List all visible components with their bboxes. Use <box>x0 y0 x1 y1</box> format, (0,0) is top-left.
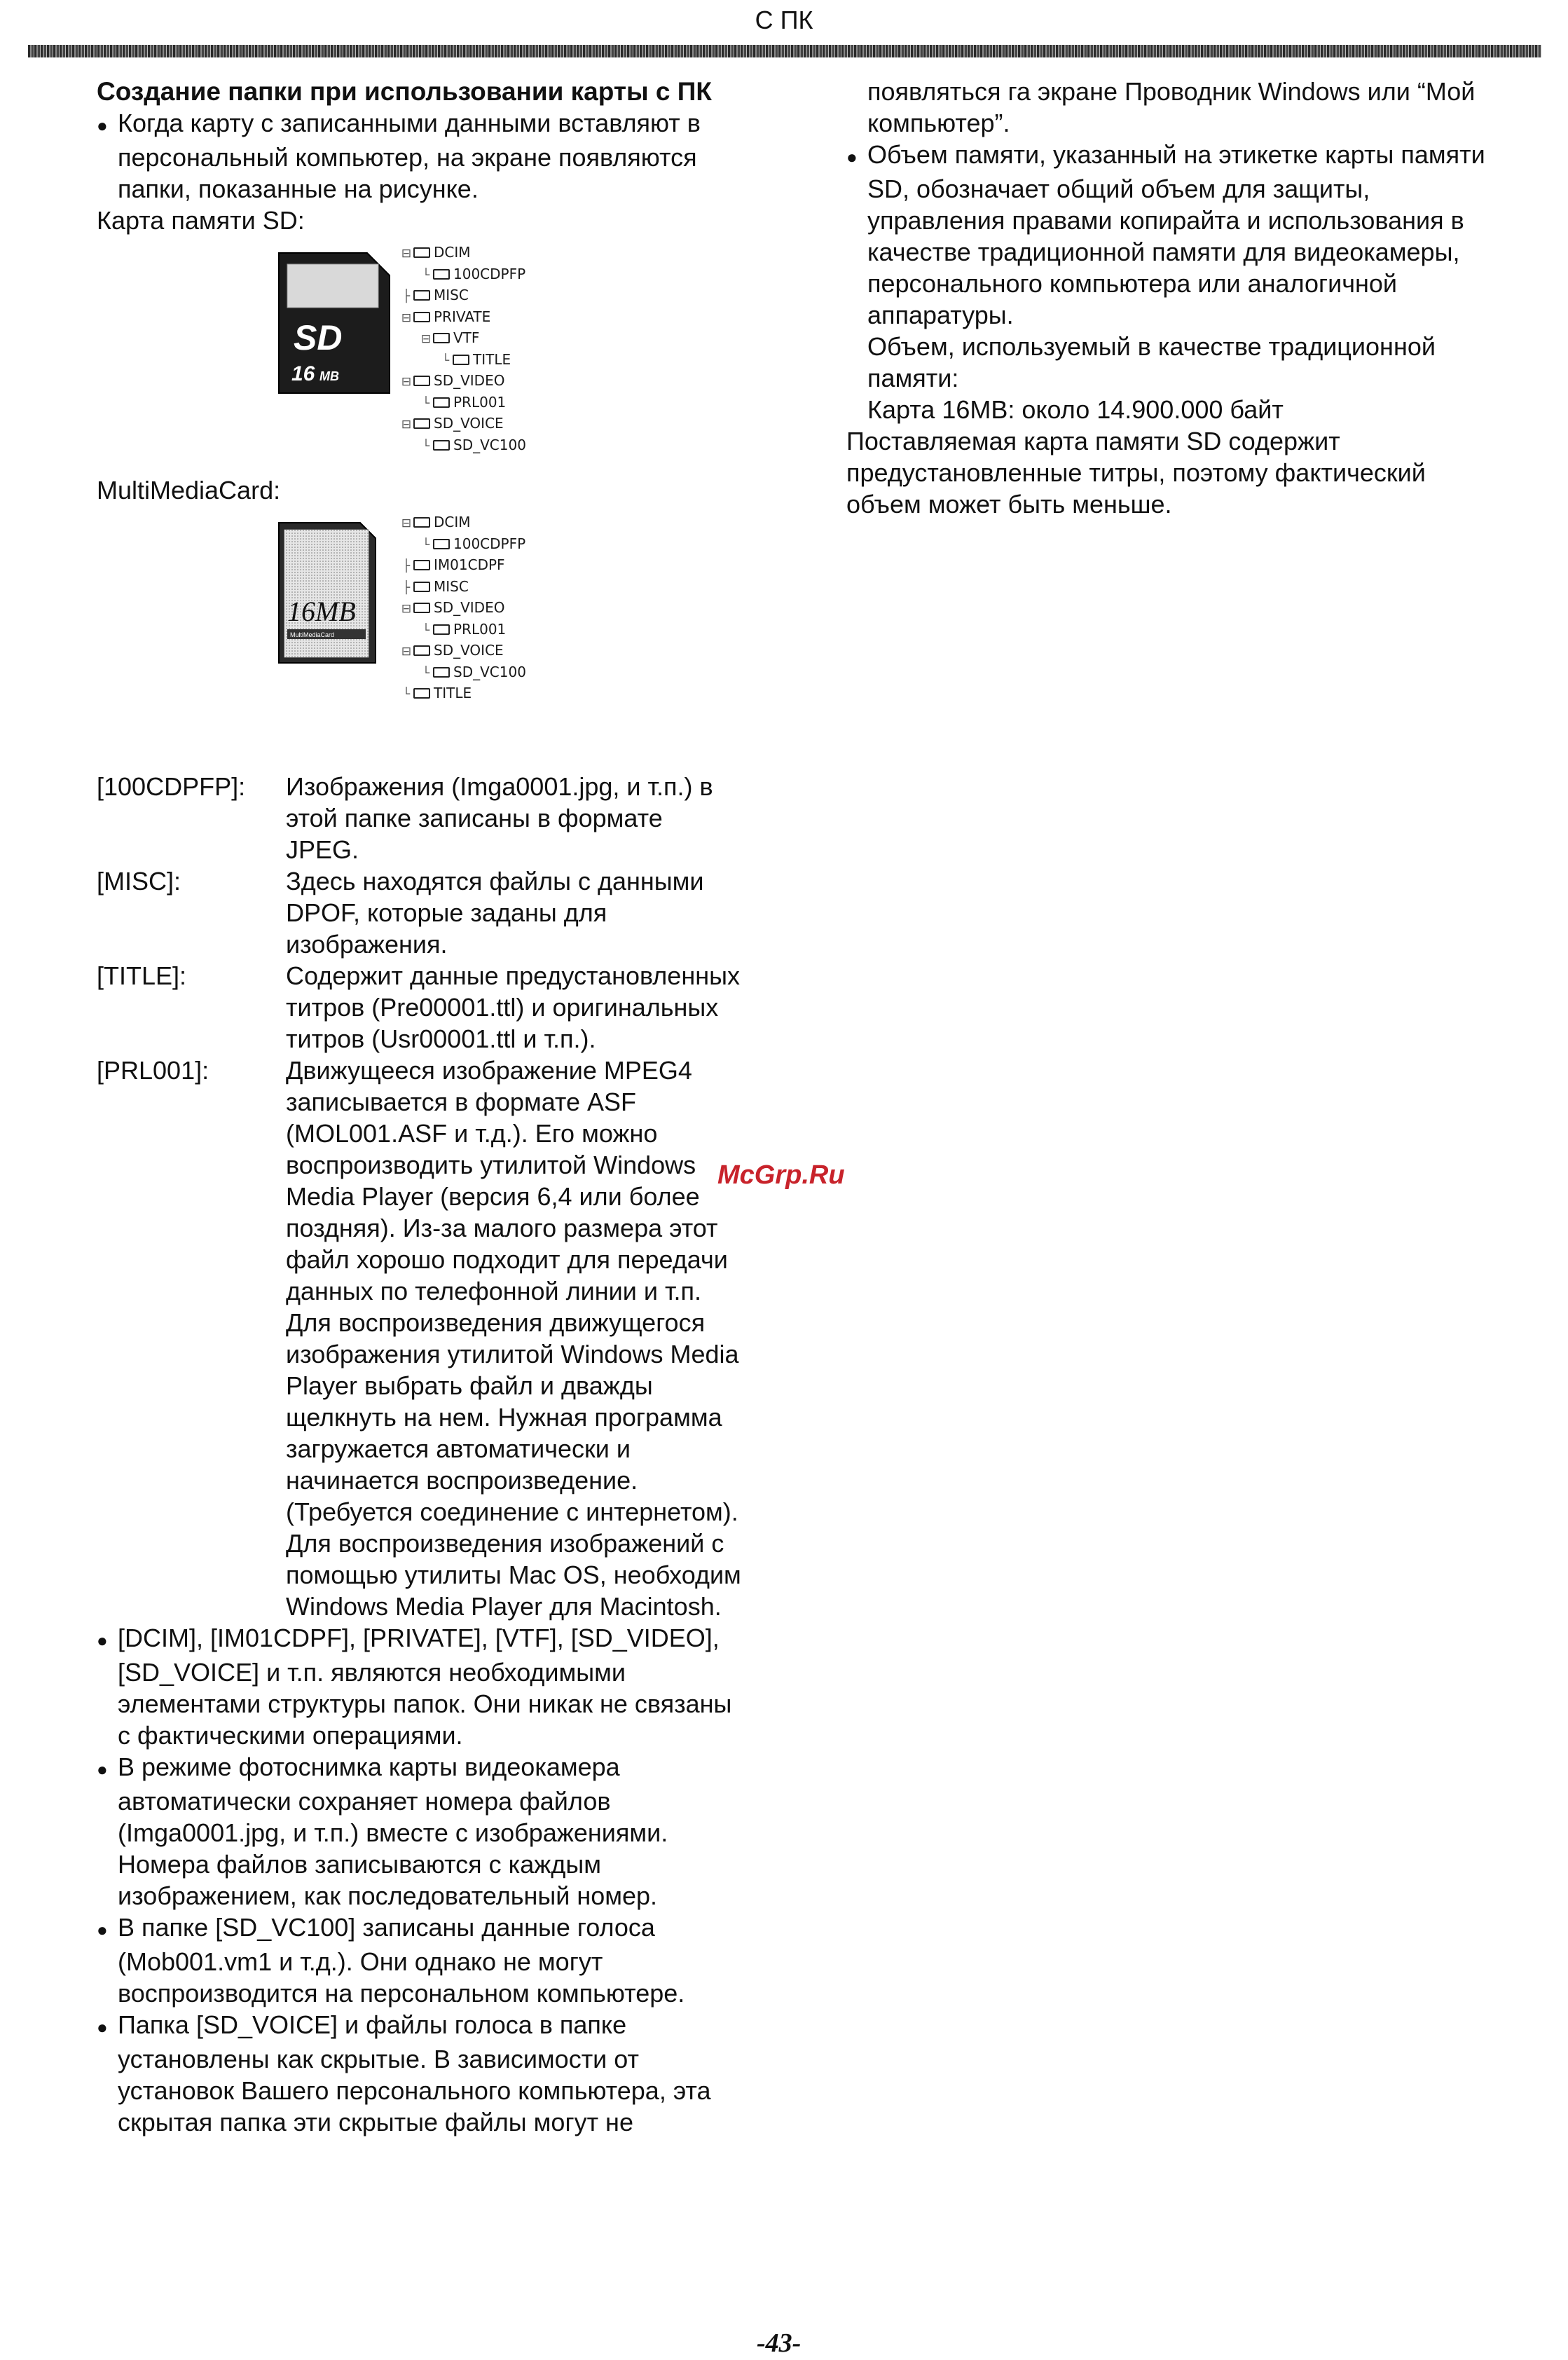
tree-row: └ PRL001 <box>422 620 507 638</box>
folder-icon <box>433 539 450 549</box>
mmc-card-image <box>275 519 380 667</box>
note-bullet: ● В режиме фотоснимка карты видеокамера автоматически сохраняет номера файлов (Imga0001.jpg, и т.п.) вместе с изображениями. Номера файлов записываются с каждым изображением, как последовательный номер. <box>97 1751 741 1912</box>
folder-icon <box>413 560 430 570</box>
folder-icon <box>413 517 430 528</box>
definition-term: [PRL001]: <box>97 1056 209 1085</box>
definition-text: Здесь находятся файлы с данными DPOF, которые заданы для изображения. <box>286 867 704 959</box>
right-column <box>846 76 1498 520</box>
note-bullet: ● [DCIM], [IM01CDPF], [PRIVATE], [VTF], [SD_VIDEO], [SD_VOICE] и т.п. являются необходимыми элементами структуры папок. Они никак не связаны с фактическими операциями. <box>97 1622 741 1751</box>
folder-icon <box>433 440 450 451</box>
intro-bullet: ● Когда карту с записанными данными вставляют в персональный компьютер, на экране появляются папки, показанные на рисунке. <box>97 107 741 205</box>
tree-row: └ 100CDPFP <box>422 535 526 552</box>
folder-icon <box>413 312 430 322</box>
card-size-line: Карта 16MB: около 14.900.000 байт <box>867 395 1284 424</box>
sd-logo: SD <box>294 318 343 357</box>
folder-icon <box>413 418 430 429</box>
tree-row: └ 100CDPFP <box>422 265 526 282</box>
folder-icon <box>433 667 450 678</box>
sd-card-figure <box>97 236 741 474</box>
mmc-card-label: MultiMediaCard: <box>97 476 281 505</box>
definition-item <box>97 865 741 960</box>
definition-text: Движущееся изображение MPEG4 записывается в формате ASF (MOL001.ASF и т.д.). Его можно воспроизводить утилитой Windows Media Player (версия 6,4 или более поздняя). Из-за малого размера этот файл хорошо подходит для передачи данных по телефонной линии и т.п. Для воспроизведения движущегося изображения утилитой Windows Media Player выбрать файл и дважды щелкнуть на нем. Нужная программа загружается автоматически и начинается воспроизведение. (Требуется соединение с интернетом). Для воспроизведения изображений с помощью утилиты Mac OS, необходим Windows Media Player для Macintosh. <box>286 1056 741 1621</box>
sd-card-image <box>275 249 394 397</box>
folder-icon <box>433 269 450 280</box>
memory-line: Объем, используемый в качестве традиционной памяти: <box>867 332 1436 392</box>
definition-term: [100CDPFP]: <box>97 772 246 801</box>
folder-icon <box>433 624 450 635</box>
sd-folder-tree <box>399 242 526 455</box>
watermark: McGrp.Ru <box>717 1160 845 1190</box>
note-bullet: ● Папка [SD_VOICE] и файлы голоса в папке установлены как скрытые. В зависимости от установок Вашего персонального компьютера, эта скрытая папка эти скрытые файлы могут не <box>97 2009 741 2138</box>
folder-icon <box>413 582 430 592</box>
mmc-caption: MultiMediaCard <box>290 631 335 638</box>
definition-text: Изображения (Imga0001.jpg, и т.п.) в этой папке записаны в формате JPEG. <box>286 772 713 864</box>
tree-row: └ SD_VC100 <box>422 663 526 680</box>
folder-icon <box>433 333 450 343</box>
definition-text: Содержит данные предустановленных титров (Pre00001.ttl) и оригинальных титров (Usr00001.ttl и т.п.). <box>286 961 740 1053</box>
tree-row: └ TITLE <box>402 685 472 701</box>
sd-capacity-unit: MB <box>319 369 339 383</box>
left-column <box>97 76 741 2138</box>
tree-row: ⊟ DCIM <box>401 514 471 530</box>
tree-row: ├ MISC <box>402 287 469 303</box>
tree-row: ⊟ SD_VIDEO <box>401 599 505 616</box>
tree-row: ⊟ DCIM <box>401 244 471 261</box>
folder-icon <box>453 355 469 365</box>
section-heading: Создание папки при использовании карты с ПК <box>97 77 712 106</box>
sd-capacity: 16 <box>291 362 315 385</box>
tree-row: ⊟ SD_VOICE <box>401 415 504 432</box>
tree-row: └ TITLE <box>441 350 511 368</box>
capacity-bullet: ● Объем памяти, указанный на этикетке карты памяти SD, обозначает общий объем для защиты, управления правами копирайта и использования в качестве традиционной памяти для видеокамеры, персонального компьютера или аналогичной аппаратуры. <box>846 139 1498 331</box>
note-bullet: ● В папке [SD_VC100] записаны данные голоса (Mob001.vm1 и т.д.). Они однако не могут воспроизводится на персональном компьютере. <box>97 1912 741 2009</box>
header-band <box>28 45 1541 57</box>
folder-icon <box>413 645 430 656</box>
tree-row: ⊟ PRIVATE <box>401 308 491 325</box>
definition-term: [MISC]: <box>97 867 181 896</box>
folder-icon <box>413 247 430 258</box>
folder-icon <box>413 376 430 386</box>
mmc-folder-tree <box>399 512 526 704</box>
folder-definitions <box>97 771 741 1622</box>
definition-item <box>97 771 741 865</box>
tree-row: ⊟ VTF <box>420 329 480 346</box>
folder-icon <box>433 397 450 408</box>
folder-icon <box>413 603 430 613</box>
folder-icon <box>413 688 430 699</box>
tree-row: └ PRL001 <box>422 393 507 411</box>
definition-term: [TITLE]: <box>97 961 187 990</box>
tree-row: ⊟ SD_VIDEO <box>401 372 505 389</box>
sd-card-label: Карта памяти SD: <box>97 206 305 235</box>
tree-row: ⊟ SD_VOICE <box>401 642 504 659</box>
tree-row: └ SD_VC100 <box>422 436 526 453</box>
page-number: -43- <box>757 2328 802 2358</box>
mmc-capacity: 16MB <box>287 596 356 627</box>
mmc-card-figure <box>97 506 741 765</box>
tree-row: ├ MISC <box>402 577 469 595</box>
definition-item <box>97 1055 741 1622</box>
final-note: Поставляемая карта памяти SD содержит предустановленные титры, поэтому фактический объем может быть меньше. <box>846 427 1426 519</box>
continuation-text: появляться га экране Проводник Windows или “Мой компьютер”. <box>867 77 1476 137</box>
page-header: С ПК <box>755 6 813 34</box>
tree-row: ├ IM01CDPF <box>402 556 505 573</box>
definition-item <box>97 960 741 1055</box>
folder-icon <box>413 290 430 301</box>
